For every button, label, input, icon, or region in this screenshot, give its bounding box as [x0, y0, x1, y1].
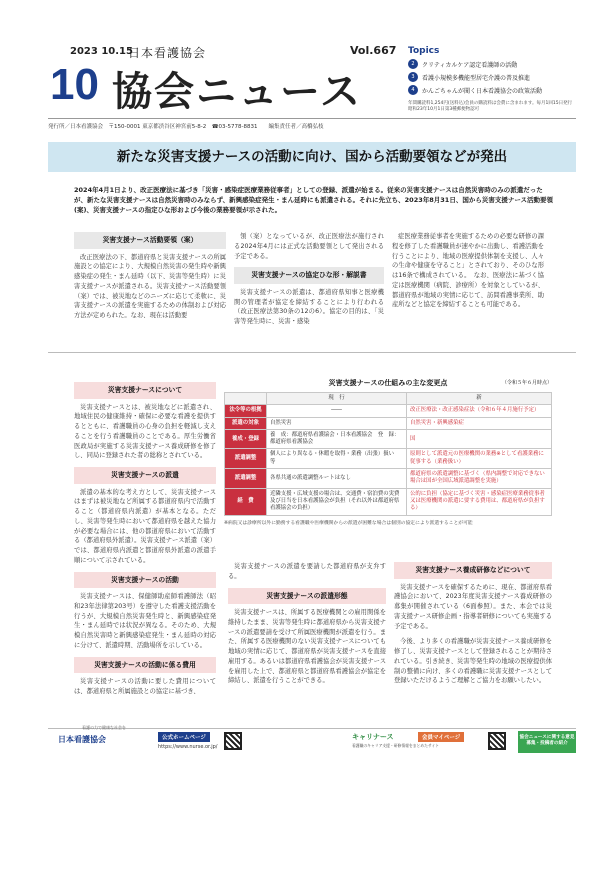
topic-item[interactable]: [408, 59, 578, 69]
page-footer: [48, 725, 576, 754]
section-heading: 災害支援ナースの協定ひな形・解説書: [234, 267, 384, 284]
topic-label: かんごちゃんが聞く日本看護協会の政策活動: [422, 87, 543, 95]
new-value: 都道府県の派遣調整に基づく（県内調整で対応できない場合は国が全国広域派遣調整を実施）: [407, 469, 552, 489]
carinurse-label[interactable]: キャリナース: [352, 733, 394, 741]
section-text: 災害支援ナースの派遣を要請した都道府県が支弁する。: [228, 563, 386, 580]
section-divider: [48, 352, 576, 353]
new-value: 自然災害・新興感染症: [407, 417, 552, 429]
table-corner: [225, 393, 267, 405]
footer-tagline: 看護の力で健康な社会を: [82, 725, 126, 730]
table-row: [225, 417, 552, 429]
footer-logo[interactable]: 日本看護協会: [58, 735, 106, 744]
section-heading: 災害支援ナースの派遣: [74, 467, 216, 484]
changes-table-box: [224, 378, 552, 526]
topic-item[interactable]: [408, 85, 578, 95]
homepage-url[interactable]: https://www.nurse.or.jp/: [158, 744, 218, 750]
lead-paragraph: 2024年4月1日より、改正医療法に基づき「災害・感染症医療業務従事者」としての登録、派遣が始まる。従来の災害支援ナースは自然災害時のみの派遣だったが、新たな災害支援ナースは自然災害時のみならず、新興感染症発生・まん延時にも派遣される。それに先立ち、2023年8月31日、国から災害支援ナース活動要領(案)、災害支援ナースの指定ひな形および今後の業務要領が示された。: [74, 186, 553, 214]
section-heading: 災害支援ナース養成研修などについて: [394, 562, 552, 579]
section-text: 災害支援ナースは、所属する医療機関との雇用関係を維持したまま、災害等発生時に都道府県から災害支援ナースの派遣要請を受けて所属医療機関が派遣を行う。また、所属する医療機関のない災害支援ナースについても地域の実情に応じて、都道府県が災害支援ナースを直接雇用する。あるいは都道府県看護協会が災害支援ナースを雇用した上で、都道府県と都道府県看護協会が協定を締結し、派遣を行うことができる。: [228, 609, 386, 685]
newspaper-title: 協会ニュース: [112, 69, 362, 115]
page-badge: 2: [408, 59, 418, 69]
section-text: 派遣の基本的な考え方として、災害支援ナースはまずは被災地など所属する都道府県内で活動すること（都道府県内派遣）が基本となる。ただし、災害等発生時において都道府県を越えた協力が必要な場合には、他の都道府県において活動する（都道府県外派遣）。災害支援ナース派遣（案）では、都道府県内派遣と都道府県外派遣の派遣手順について示されている。: [74, 488, 216, 564]
row-label: 派遣調整: [225, 469, 267, 489]
topic-label: クリティカルケア認定看護師の活動: [422, 61, 518, 69]
table-row: [225, 429, 552, 449]
volume-number: Vol.667: [350, 44, 397, 57]
table-title-text: 災害支援ナースの仕組みの主な変更点: [328, 379, 448, 387]
carinurse-tagline: 看護職のキャリア支援・研修情報をまとめたサイト: [352, 743, 440, 748]
row-label: 法令等の根拠: [225, 405, 267, 417]
left-column: [74, 382, 216, 703]
issue-month-number: 10: [50, 60, 99, 109]
homepage-label[interactable]: 公式ホームページ: [158, 732, 210, 742]
qr-code-icon[interactable]: [224, 732, 242, 750]
section-heading: 災害支援ナースについて: [74, 382, 216, 399]
main-headline: 新たな災害支援ナースの活動に向け、国から活動要領などが発出: [48, 142, 576, 172]
row-label: 養成・登録: [225, 429, 267, 449]
member-page-label[interactable]: 会員マイページ: [418, 732, 464, 742]
table-row: [225, 405, 552, 417]
issue-date: 2023 10.15: [70, 46, 133, 57]
current-value: 個人により異なる・休暇を取得・業務（出張）扱い 等: [267, 449, 407, 469]
table-title: [224, 378, 552, 388]
section-text: 今後、より多くの看護職が災害支援ナース養成研修を修了し、災害支援ナースとして登録されることが期待されている。引き続き、災害等発生時の地域の医療提供体制の整備に向け、多くの看護職に災害支援ナースとして登録いただけるようご理解とご協力をお願いしたい。: [394, 638, 552, 685]
current-value: 養 成：都道府県看護協会・日本看護協会 登 録：都道府県看護協会: [267, 429, 407, 449]
new-value: 原則として派遣元の医療機関の業務※として看護業務に従事する（業務扱い）: [407, 449, 552, 469]
section-text: 災害支援ナースの活動に要した費用については、都道府県と所属施設との協定に基づき、: [74, 678, 216, 695]
section-heading: 災害支援ナースの活動に係る費用: [74, 657, 216, 674]
table-row: [225, 469, 552, 489]
new-value: 改正医療法・改正感染症法（令和６年４月施行予定）: [407, 405, 552, 417]
column-header-new: 新: [407, 393, 552, 405]
section-heading: 災害支援ナースの活動: [74, 572, 216, 589]
section-text: 災害支援ナースとは、被災地などに派遣され、地域住民の健康維持・確保に必要な看護を提供するとともに、看護職員の心身の負担を軽減し支えることを行う看護職員のことである。厚生労働省医政局が実施する災害支援ナース養成研修を修了し、同局に登録された者の総称とされている。: [74, 403, 216, 460]
current-value: 近隣支援・広域支援の場合は、交通費・宿泊費の実費及び日当を日本看護協会が負担（それ以外は都道府県看護協会の負担）: [267, 488, 407, 515]
changes-table: [224, 392, 552, 516]
qr-code-icon[interactable]: [488, 732, 506, 750]
row-label: 派遣の対象: [225, 417, 267, 429]
table-date-note: （令和５年６月時点）: [501, 380, 552, 386]
topics-box: [408, 46, 578, 113]
feedback-banner[interactable]: 協会ニュースに関する意見募集・投稿者の紹介: [518, 731, 576, 753]
current-value: ――: [267, 405, 407, 417]
table-header-row: [225, 393, 552, 405]
page-badge: 4: [408, 85, 418, 95]
section-heading: 災害支援ナースの派遣形態: [228, 588, 386, 605]
section-text: 災害支援ナースの派遣は、都道府県知事と医療機関の管理者が協定を締結することにより行われる（改正医療法第30条の12の6）。協定の目的は、「災害等発生時に、災害・感染: [234, 288, 384, 326]
publisher-line: 発行所／日本看護協会 〒150-0001 東京都渋谷区神宮前5-8-2 ☎03-5778-8831 編集責任者／高橋弘枝: [48, 118, 576, 130]
lower-middle-column: [228, 562, 386, 692]
row-label: 経 費: [225, 488, 267, 515]
section-text: 災害支援ナースを確保するために、現在、都道府県看護協会において、2023年度災害支援ナース養成研修の募集が開催されている（6面参照）。また、本会では災害支援ナース研修企画・指導者研修についても実施する予定である。: [394, 583, 552, 630]
section-text: 改正医療法の下、都道府県と災害支援ナースの所属施設との協定により、大規模自然災害の発生時や新興感染症の発生・まん延時（以下、災害等発生時）に災害支援ナースが派遣される。災害支援ナース活動要領（案）では、被災地などのニーズに応じて柔軟に、災害支援ナースの派遣を実施するための体制および対応方法が定められた。なお、現在は活動要: [74, 253, 226, 320]
subscription-note: 年間購読料1,254円(送料込)会員の購読料は会費に含まれます。毎月1回15日発行 昭和23年10月1日第3種郵便物認可: [408, 101, 577, 112]
topic-item[interactable]: [408, 72, 578, 82]
lower-right-column: [394, 562, 552, 692]
table-footnote: ※病院又は診療所以外に勤務する看護職や医療機関からの派遣が困難な場合は個別の協定により派遣することが可能: [224, 520, 473, 526]
column-header-current: 現 行: [267, 393, 407, 405]
section-text: 領（案）となっているが、改正医療法が施行される2024年4月には正式な活動要領として発出される予定である。: [234, 233, 384, 260]
upper-column-3: [392, 232, 544, 316]
current-value: 自然災害: [267, 417, 407, 429]
table-row: [225, 449, 552, 469]
page-badge: 3: [408, 72, 418, 82]
upper-column-1: [74, 232, 226, 327]
section-text: 災害支援ナースは、保健師助産師看護師法（昭和23年法律第203号）を遵守した看護支援活動を行うが、大規模自然災害発生時と、新興感染症発生・まん延時では状況が異なる。そのため、大規模自然災害時と新興感染症発生・まん延時の対応に分けて、派遣時期、活動場所を示している。: [74, 593, 216, 649]
section-text: 症医療業務従事者を実施するための必要な研修の課程を修了した看護職員が速やかに出動し、看護活動を行うことにより、地域の医療提供体制を支援し、人々の生命や健康を守ること」とされており、そのひな形は16条で構成されている。 なお、医療法に基づく協定は医療機関（病院、診療所）を対象としているが、都道府県が地域の実情に応じて、訪問看護事業所、助産所などと協定を締結することも可能である。: [392, 233, 544, 309]
current-value: 各県共通の派遣調整ルートはなし: [267, 469, 407, 489]
topic-label: 看護小規模多機能型居宅介護の普及推進: [422, 74, 531, 82]
new-value: 公的に負担（協定に基づく災害・感染症医療業務従事者又は医療機関の派遣に要する費用は、都道府県が負担する）: [407, 488, 552, 515]
table-row: [225, 488, 552, 515]
row-label: 派遣調整: [225, 449, 267, 469]
organization-name: 日本看護協会: [128, 46, 207, 60]
section-heading: 災害支援ナース活動要領（案）: [74, 232, 226, 249]
upper-column-2: [234, 232, 384, 333]
topics-title: Topics: [408, 46, 440, 56]
new-value: 国: [407, 429, 552, 449]
